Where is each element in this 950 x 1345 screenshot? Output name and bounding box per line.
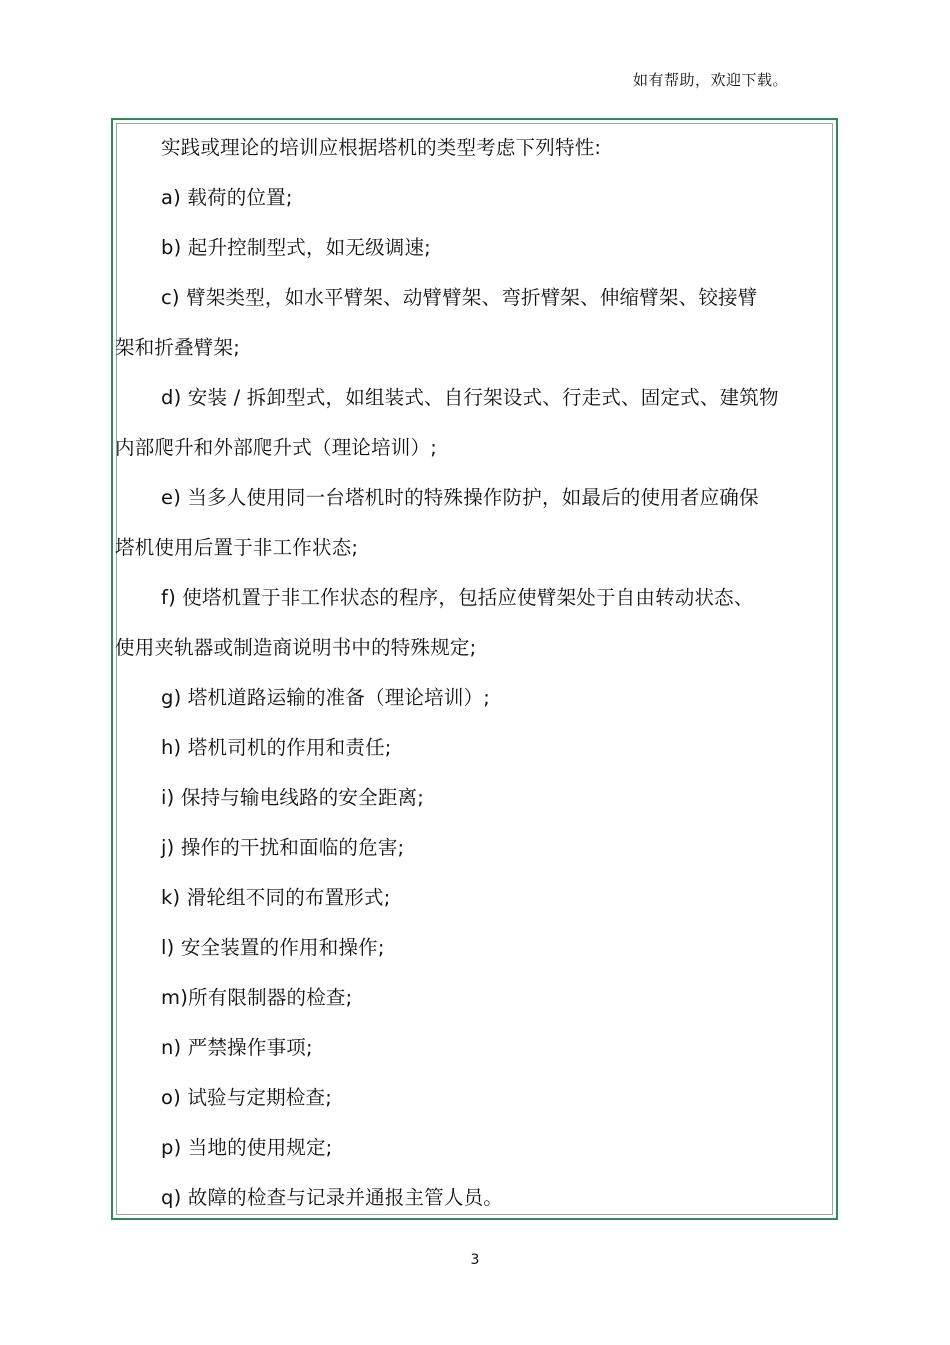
list-item-l: l) 安全装置的作用和操作; [161,936,385,959]
intro-line: 实践或理论的培训应根据塔机的类型考虑下列特性: [161,136,602,159]
list-item-j: j) 操作的干扰和面临的危害; [161,836,405,859]
list-item-n: n) 严禁操作事项; [161,1036,313,1059]
list-item-m: m)所有限制器的检查; [161,986,353,1009]
list-item-h: h) 塔机司机的作用和责任; [161,736,392,759]
list-item-c: c) 臂架类型，如水平臂架、动臂臂架、弯折臂架、伸缩臂架、铰接臂 [161,286,758,309]
list-item-o: o) 试验与定期检查; [161,1086,333,1109]
list-item-f: f) 使塔机置于非工作状态的程序，包括应使臂架处于自由转动状态、 [161,586,754,609]
page-number: 3 [470,1252,480,1268]
list-item-c-continued: 架和折叠臂架; [115,336,240,359]
list-item-d-continued: 内部爬升和外部爬升式（理论培训）; [115,436,437,459]
list-item-e: e) 当多人使用同一台塔机时的特殊操作防护，如最后的使用者应确保 [161,486,759,509]
list-item-k: k) 滑轮组不同的布置形式; [161,886,391,909]
list-item-b: b) 起升控制型式，如无级调速; [161,236,431,259]
header-note: 如有帮助，欢迎下载。 [632,71,788,89]
list-item-e-continued: 塔机使用后置于非工作状态; [115,536,359,559]
list-item-q: q) 故障的检查与记录并通报主管人员。 [161,1186,503,1209]
list-item-i: i) 保持与输电线路的安全距离; [161,786,424,809]
content-frame [111,118,838,1220]
list-item-d: d) 安装 / 拆卸型式，如组装式、自行架设式、行走式、固定式、建筑物 [161,386,779,409]
list-item-a: a) 载荷的位置; [161,186,293,209]
list-item-p: p) 当地的使用规定; [161,1136,333,1159]
list-item-f-continued: 使用夹轨器或制造商说明书中的特殊规定; [115,636,477,659]
list-item-g: g) 塔机道路运输的准备（理论培训）; [161,686,491,709]
